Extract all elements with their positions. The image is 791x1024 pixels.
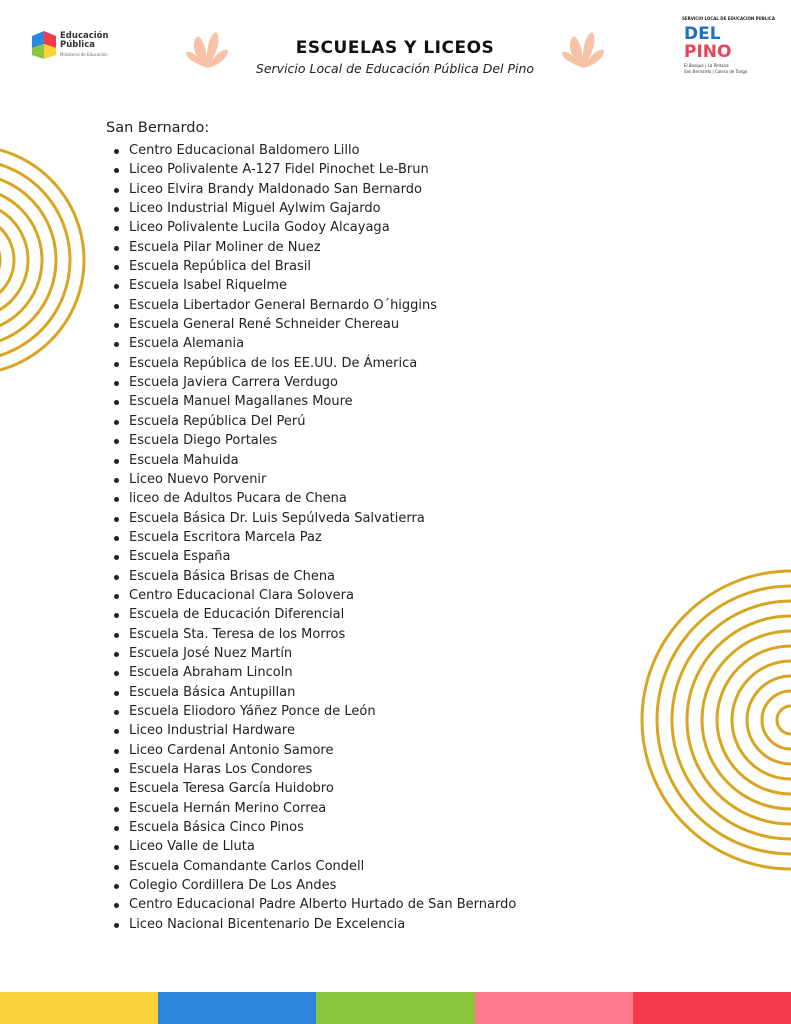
footer-segment (316, 992, 474, 1024)
logo-right-communes-2: San Bernardo | Calera de Tango (684, 69, 748, 74)
footer-segment (158, 992, 316, 1024)
footer-color-bar (0, 992, 791, 1024)
educacion-publica-emblem-icon (30, 28, 58, 62)
list-item: Escuela Sta. Teresa de los Morros (110, 625, 516, 644)
list-item: Liceo Nacional Bicentenario De Excelencia (110, 915, 516, 934)
list-item: Liceo Polivalente Lucila Godoy Alcayaga (110, 218, 516, 237)
educacion-publica-logo (30, 28, 140, 64)
list-item: Escuela Comandante Carlos Condell (110, 857, 516, 876)
list-item: Escuela Manuel Magallanes Moure (110, 392, 516, 411)
page-title: ESCUELAS Y LICEOS (295, 38, 495, 58)
list-item: Centro Educacional Padre Alberto Hurtado de San Bernardo (110, 895, 516, 914)
list-item: Escuela Básica Brisas de Chena (110, 567, 516, 586)
list-item: Liceo Elvira Brandy Maldonado San Bernardo (110, 180, 516, 199)
list-item: Liceo Industrial Hardware (110, 721, 516, 740)
section-heading: San Bernardo: (106, 120, 210, 136)
list-item: Escuela Haras Los Condores (110, 760, 516, 779)
petal-left-icon (184, 28, 230, 74)
footer-segment (0, 992, 158, 1024)
list-item: Escuela Javiera Carrera Verdugo (110, 373, 516, 392)
list-item: Liceo Nuevo Porvenir (110, 470, 516, 489)
list-item: Escuela José Nuez Martín (110, 644, 516, 663)
logo-right-top-text: SERVICIO LOCAL DE EDUCACIÓN PÚBLICA (682, 16, 775, 21)
page-subtitle: Servicio Local de Educación Pública Del Pino (255, 61, 535, 76)
footer-segment (475, 992, 633, 1024)
logo-left-name-2: Pública (60, 40, 95, 50)
list-item: Escuela Isabel Riquelme (110, 276, 516, 295)
list-item: Liceo Polivalente A-127 Fidel Pinochet Le-Brun (110, 160, 516, 179)
logo-right-communes-1: El Bosque | La Pintana (684, 63, 729, 68)
list-item: Escuela Diego Portales (110, 431, 516, 450)
list-item: Centro Educacional Baldomero Lillo (110, 141, 516, 160)
list-item: Escuela Pilar Moliner de Nuez (110, 238, 516, 257)
list-item: Escuela Alemania (110, 334, 516, 353)
list-item: liceo de Adultos Pucara de Chena (110, 489, 516, 508)
concentric-arcs-right-icon (630, 550, 791, 900)
concentric-arcs-left-icon (0, 135, 90, 385)
list-item: Liceo Industrial Miguel Aylwim Gajardo (110, 199, 516, 218)
list-item: Escuela España (110, 547, 516, 566)
list-item: Liceo Cardenal Antonio Samore (110, 741, 516, 760)
logo-right-pino: PINO (684, 42, 732, 62)
list-item: Liceo Valle de Lluta (110, 837, 516, 856)
list-item: Escuela Teresa García Huidobro (110, 779, 516, 798)
list-item: Centro Educacional Clara Solovera (110, 586, 516, 605)
logo-right-del: DEL (684, 24, 721, 44)
list-item: Escuela Hernán Merino Correa (110, 799, 516, 818)
logo-left-name-1: Educación (60, 31, 109, 41)
list-item: Colegio Cordillera De Los Andes (110, 876, 516, 895)
list-item: Escuela Eliodoro Yáñez Ponce de León (110, 702, 516, 721)
list-item: Escuela República del Brasil (110, 257, 516, 276)
list-item: Escuela Escritora Marcela Paz (110, 528, 516, 547)
list-item: Escuela República de los EE.UU. De Ámerica (110, 354, 516, 373)
list-item: Escuela Básica Dr. Luis Sepúlveda Salvatierra (110, 509, 516, 528)
del-pino-logo (682, 16, 782, 76)
list-item: Escuela Básica Antupillan (110, 683, 516, 702)
petal-right-icon (560, 28, 606, 74)
list-item: Escuela Abraham Lincoln (110, 663, 516, 682)
list-item: Escuela Libertador General Bernardo O´higgins (110, 296, 516, 315)
list-item: Escuela General René Schneider Chereau (110, 315, 516, 334)
school-list (110, 141, 516, 934)
list-item: Escuela República Del Perú (110, 412, 516, 431)
list-item: Escuela de Educación Diferencial (110, 605, 516, 624)
logo-left-ministry: Ministerio de Educación (60, 52, 108, 57)
list-item: Escuela Mahuida (110, 451, 516, 470)
footer-segment (633, 992, 791, 1024)
list-item: Escuela Básica Cinco Pinos (110, 818, 516, 837)
